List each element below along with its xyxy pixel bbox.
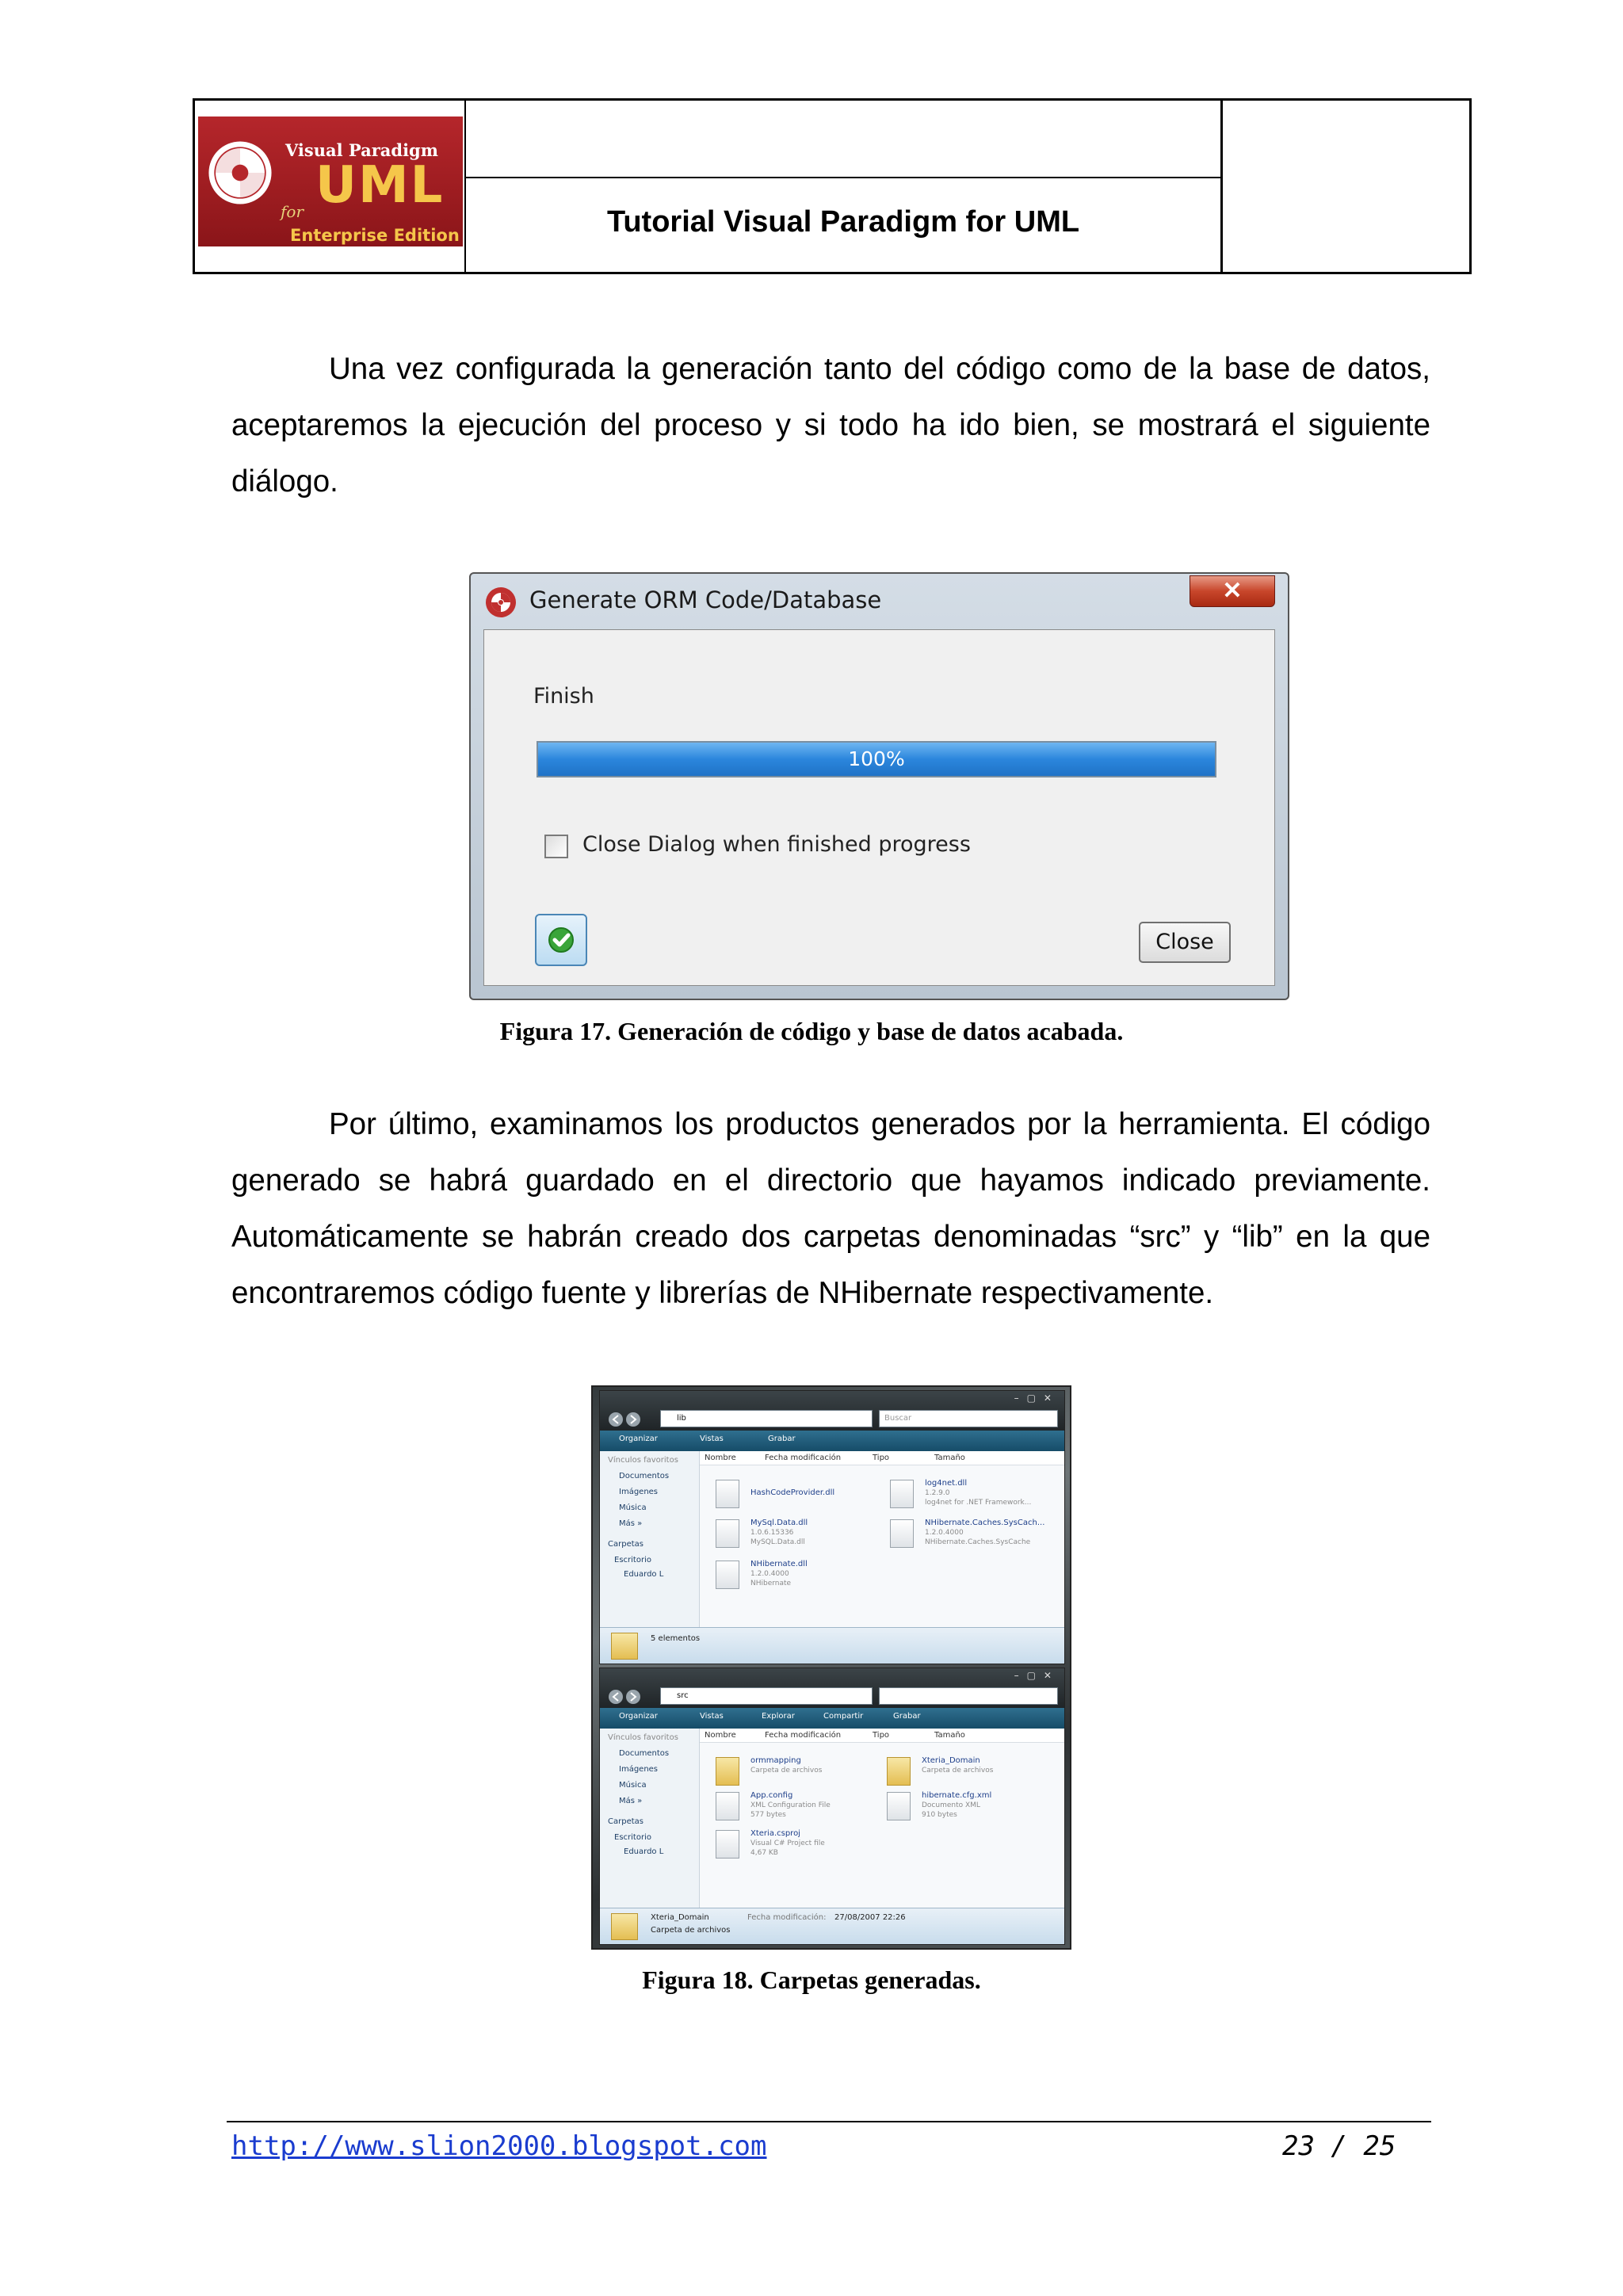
progress-label: 100% xyxy=(848,747,905,770)
file-size: 4,67 KB xyxy=(750,1849,778,1857)
file-name: App.config xyxy=(750,1791,793,1800)
file-name: ormmapping xyxy=(750,1756,801,1765)
search-box[interactable]: Buscar xyxy=(879,1410,1058,1427)
file-name: hibernate.cfg.xml xyxy=(922,1791,992,1800)
paragraph-2 xyxy=(231,1096,1430,1321)
config-file-icon xyxy=(716,1792,739,1820)
file-version: 1.2.0.4000 xyxy=(750,1570,789,1578)
col-tamano[interactable]: Tamaño xyxy=(934,1731,965,1740)
folders-heading[interactable]: Carpetas xyxy=(608,1817,643,1826)
xml-file-icon xyxy=(887,1792,911,1820)
toolbar-explorar[interactable]: Explorar xyxy=(762,1712,795,1721)
search-box[interactable] xyxy=(879,1687,1058,1705)
document-title: Tutorial Visual Paradigm for UML xyxy=(606,205,1080,239)
details-name: Xteria_Domain xyxy=(651,1913,709,1922)
file-type: Carpeta de archivos xyxy=(750,1767,823,1775)
logo-line1: Visual Paradigm xyxy=(285,140,438,160)
page-number: 23 / 25 xyxy=(1282,2130,1396,2162)
status-label: Finish xyxy=(533,684,594,709)
file-name: HashCodeProvider.dll xyxy=(750,1488,835,1497)
figure-17-caption: Figura 17. Generación de código y base de datos acabada. xyxy=(499,1017,1124,1045)
file-name: log4net.dll xyxy=(925,1479,968,1488)
visual-paradigm-logo xyxy=(198,117,463,246)
figure-18-caption: Figura 18. Carpetas generadas. xyxy=(642,1966,981,1994)
folder-icon xyxy=(887,1757,911,1786)
dialog-titlebar[interactable] xyxy=(471,574,1288,628)
tree-escritorio[interactable]: Escritorio xyxy=(614,1556,651,1564)
folder-icon xyxy=(611,1633,638,1660)
details-type: Carpeta de archivos xyxy=(651,1926,731,1935)
generate-orm-dialog xyxy=(469,572,1289,1000)
toolbar-vistas[interactable]: Vistas xyxy=(700,1712,724,1721)
csharp-project-icon xyxy=(716,1830,739,1859)
dialog-title: Generate ORM Code/Database xyxy=(529,586,882,613)
details-date: 27/08/2007 22:26 xyxy=(834,1913,906,1922)
dll-file-icon xyxy=(716,1519,739,1548)
visual-paradigm-swirl-icon xyxy=(206,139,274,207)
col-nombre[interactable]: Nombre xyxy=(705,1731,736,1740)
green-check-icon xyxy=(537,915,586,965)
dll-file-icon xyxy=(890,1480,914,1508)
file-description: NHibernate.Caches.SysCache xyxy=(925,1538,1031,1546)
title-cell xyxy=(466,101,1223,272)
close-button[interactable]: Close xyxy=(1139,922,1231,963)
dll-file-icon xyxy=(890,1519,914,1548)
explorer-window-src xyxy=(599,1668,1065,1945)
col-nombre[interactable]: Nombre xyxy=(705,1454,736,1462)
footer-rule xyxy=(227,2121,1431,2122)
dll-file-icon xyxy=(716,1480,739,1508)
file-name: MySql.Data.dll xyxy=(750,1519,808,1527)
dialog-body xyxy=(483,629,1275,986)
nav-musica[interactable]: Música xyxy=(619,1781,647,1790)
nav-imagenes[interactable]: Imágenes xyxy=(619,1488,659,1496)
navigation-pane xyxy=(600,1729,700,1908)
folder-icon xyxy=(611,1913,638,1940)
paragraph-1-text: Una vez configurada la generación tanto del código como de la base de datos, aceptaremos la ejecución del proceso y si todo ha ido bien, se mostrará el siguiente diálogo. xyxy=(231,352,1430,499)
window-controls-icon[interactable]: –▢✕ xyxy=(1014,1670,1060,1681)
details-date-label: Fecha modificación: xyxy=(747,1913,827,1922)
close-dialog-checkbox-label[interactable]: Close Dialog when finished progress xyxy=(582,832,971,857)
file-name: Xteria_Domain xyxy=(922,1756,980,1765)
paragraph-1 xyxy=(231,341,1430,510)
toolbar-grabar[interactable]: Grabar xyxy=(768,1435,796,1443)
details-pane xyxy=(600,1908,1064,1944)
explorer-screenshot xyxy=(591,1385,1071,1950)
tree-escritorio[interactable]: Escritorio xyxy=(614,1833,651,1842)
file-description: NHibernate xyxy=(750,1580,792,1587)
nav-documentos[interactable]: Documentos xyxy=(619,1749,670,1758)
column-headers xyxy=(700,1451,1064,1465)
explorer-window-lib xyxy=(599,1390,1065,1664)
file-type: XML Configuration File xyxy=(750,1801,831,1809)
file-name: NHibernate.Caches.SysCach... xyxy=(925,1519,1045,1527)
col-fecha[interactable]: Fecha modificación xyxy=(765,1454,842,1462)
details-pane xyxy=(600,1627,1064,1664)
tree-eduardo[interactable]: Eduardo L xyxy=(624,1847,664,1856)
logo-edition: Enterprise Edition xyxy=(290,226,460,245)
close-dialog-checkbox[interactable] xyxy=(544,835,568,858)
toolbar-grabar[interactable]: Grabar xyxy=(893,1712,921,1721)
success-button[interactable] xyxy=(535,914,587,966)
window-frame xyxy=(600,1668,1064,1708)
col-tipo[interactable]: Tipo xyxy=(873,1454,890,1462)
back-forward-icon[interactable] xyxy=(608,1689,647,1705)
address-bar[interactable]: src xyxy=(660,1687,873,1705)
command-bar xyxy=(600,1431,1064,1451)
back-forward-icon[interactable] xyxy=(608,1412,647,1427)
col-tamano[interactable]: Tamaño xyxy=(934,1454,965,1462)
command-bar xyxy=(600,1708,1064,1729)
header-table xyxy=(193,98,1472,274)
progress-bar xyxy=(537,741,1216,777)
col-tipo[interactable]: Tipo xyxy=(873,1731,890,1740)
item-count: 5 elementos xyxy=(651,1634,701,1643)
toolbar-compartir[interactable]: Compartir xyxy=(823,1712,864,1721)
file-description: log4net for .NET Framework... xyxy=(925,1499,1032,1507)
column-headers xyxy=(700,1729,1064,1743)
logo-for: for xyxy=(281,202,304,221)
nav-documentos[interactable]: Documentos xyxy=(619,1472,670,1480)
folder-icon xyxy=(716,1757,739,1786)
toolbar-organizar[interactable]: Organizar xyxy=(619,1712,658,1721)
file-size: 577 bytes xyxy=(750,1811,786,1819)
col-fecha[interactable]: Fecha modificación xyxy=(765,1731,842,1740)
file-version: 1.2.9.0 xyxy=(925,1489,950,1497)
nav-musica[interactable]: Música xyxy=(619,1503,647,1512)
toolbar-organizar[interactable]: Organizar xyxy=(619,1435,658,1443)
title-cell-divider xyxy=(466,177,1220,178)
file-description: MySQL.Data.dll xyxy=(750,1538,805,1546)
file-version: 1.0.6.15336 xyxy=(750,1529,794,1537)
nav-mas[interactable]: Más » xyxy=(619,1519,643,1528)
file-name: NHibernate.dll xyxy=(750,1560,808,1568)
window-close-button[interactable]: ✕ xyxy=(1190,575,1275,607)
tree-eduardo[interactable]: Eduardo L xyxy=(624,1570,664,1579)
toolbar-vistas[interactable]: Vistas xyxy=(700,1435,724,1443)
logo-cell xyxy=(195,101,466,272)
navigation-pane xyxy=(600,1451,700,1627)
folders-heading[interactable]: Carpetas xyxy=(608,1540,643,1549)
file-type: Documento XML xyxy=(922,1801,980,1809)
footer-link[interactable]: http://www.slion2000.blogspot.com xyxy=(231,2130,767,2162)
nav-imagenes[interactable]: Imágenes xyxy=(619,1765,659,1774)
dll-file-icon xyxy=(716,1561,739,1589)
window-frame xyxy=(600,1391,1064,1431)
address-bar[interactable]: lib xyxy=(660,1410,873,1427)
logo-uml: UML xyxy=(315,156,445,215)
file-size: 910 bytes xyxy=(922,1811,957,1819)
favorites-heading: Vínculos favoritos xyxy=(608,1456,678,1465)
app-swirl-icon xyxy=(485,586,517,618)
file-version: 1.2.0.4000 xyxy=(925,1529,964,1537)
file-name: Xteria.csproj xyxy=(750,1829,800,1838)
file-type: Carpeta de archivos xyxy=(922,1767,994,1775)
favorites-heading: Vínculos favoritos xyxy=(608,1733,678,1742)
nav-mas[interactable]: Más » xyxy=(619,1797,643,1805)
paragraph-2-text: Por último, examinamos los productos generados por la herramienta. El código generado se habrá guardado en el directorio que hayamos indicado previamente. Automáticamente se habrán creado dos carpetas denominadas “src” y “lib” en la que encontraremos código fuente y librerías de NHibernate respectivamente. xyxy=(231,1107,1430,1310)
file-type: Visual C# Project file xyxy=(750,1839,825,1847)
window-controls-icon[interactable]: –▢✕ xyxy=(1014,1392,1060,1404)
